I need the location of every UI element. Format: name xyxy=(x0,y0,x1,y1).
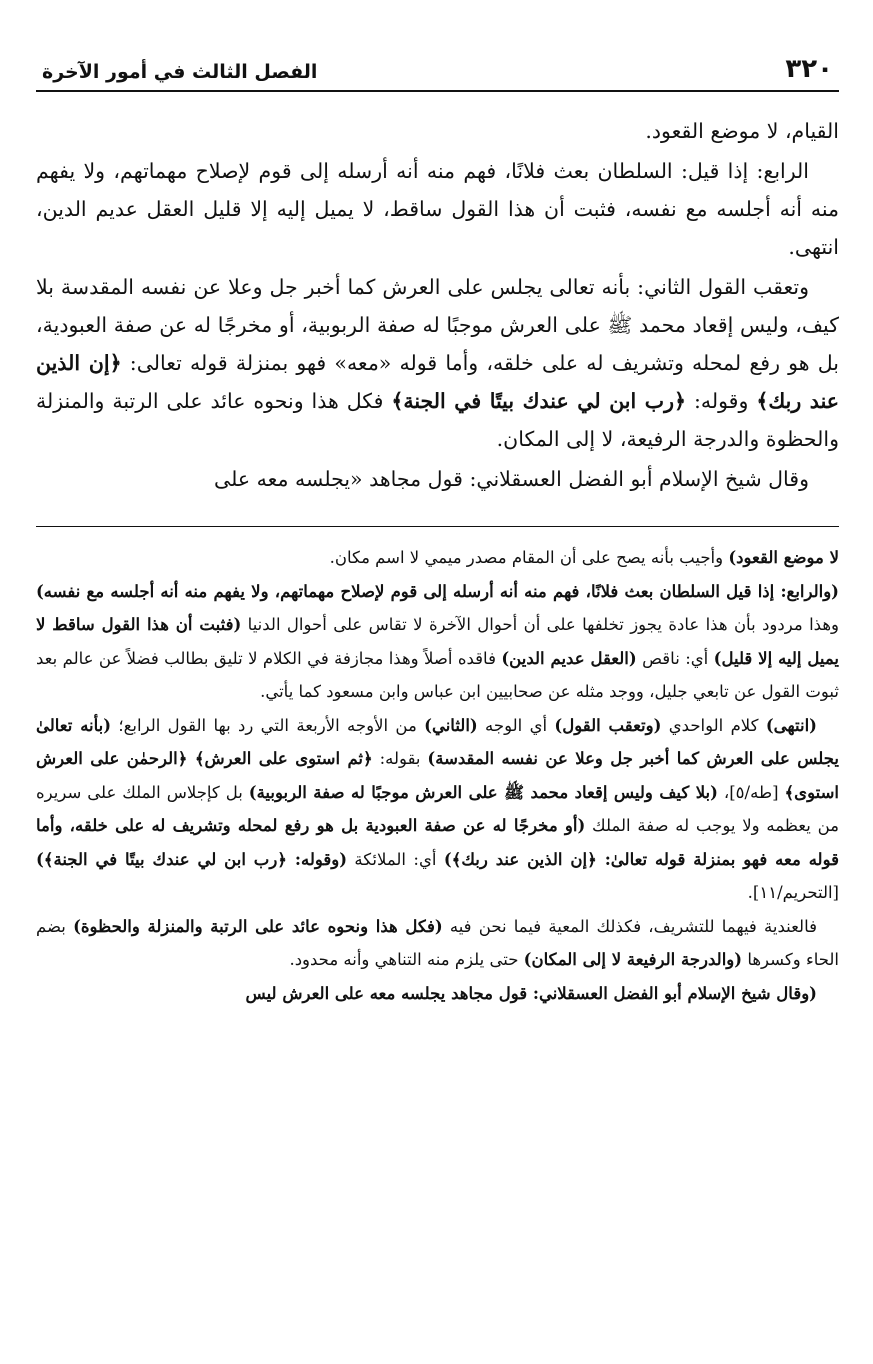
commentary-footnotes xyxy=(36,541,839,1010)
commentary-text: أي الوجه xyxy=(477,715,555,735)
commentary-lemma: (بأنه تعالىٰ يجلس على العرش كما أخبر جل وعلا عن نفسه المقدسة) xyxy=(36,715,839,768)
quran-quote: ﴿ثم استوى على العرش﴾ ﴿الرحمٰن على العرش استوى﴾ xyxy=(36,749,839,802)
commentary-lemma: (وقوله: ﴿رب ابن لي عندك بيتًا في الجنة﴾) xyxy=(36,849,348,869)
commentary-text: [التحريم/١١]. xyxy=(747,883,839,902)
commentary-text: حتى يلزم منه التناهي وأنه محدود. xyxy=(289,950,524,969)
main-paragraph-2: الرابع: إذا قيل: السلطان بعث فلانًا، فهم منه أنه أرسله إلى قوم لإصلاح مهماتهم، ولا يفهم منه أنه أجلسه مع نفسه، فثبت أن هذا القول ساقط، لا يميل إليه إلا قليل العقل عديم الدين، انتهى. xyxy=(36,159,839,259)
commentary-text: [طه/٥]، xyxy=(717,782,785,802)
main-paragraph-3-text-1: وتعقب القول الثاني: بأنه تعالى يجلس على العرش كما أخبر جل وعلا عن نفسه المقدسة بلا كيف، وليس إقعاد محمد ﷺ على العرش موجبًا له صفة الربوبية، أو مخرجًا له عن صفة العبودية، بل هو رفع لمحله وتشريف له على خلقه، وأما قوله «معه» فهو بمنزلة قوله تعالى: xyxy=(36,275,839,375)
commentary-text: فالعندية فيهما للتشريف، فكذلك المعية فيما نحن فيه xyxy=(442,916,817,936)
commentary-lemma: (بلا كيف وليس إقعاد محمد ﷺ على العرش موجبًا له صفة الربوبية) xyxy=(248,782,718,802)
running-header xyxy=(36,52,839,92)
commentary-text: بقوله: xyxy=(372,749,428,768)
quran-quote-2: ﴿رب ابن لي عندك بيتًا في الجنة﴾ xyxy=(391,389,686,413)
commentary-lemma: (فكل هذا ونحوه عائد على الرتبة والمنزلة والحظوة) xyxy=(73,916,443,936)
commentary-text: أي: الملائكة xyxy=(347,849,444,869)
main-text xyxy=(36,112,839,498)
footnote-separator xyxy=(36,526,839,527)
commentary-paragraph-2 xyxy=(36,575,839,709)
main-paragraph-3-text-3: فكل هذا ونحوه عائد على الرتبة والمنزلة والحظوة والدرجة الرفيعة، لا إلى المكان. xyxy=(36,389,839,451)
page-number: ٣٢٠ xyxy=(785,54,833,84)
commentary-text: وهذا مردود بأن هذا عادة يجوز تخلفها على أن أحوال الآخرة لا تقاس على أحوال الدنيا xyxy=(241,615,839,634)
commentary-text: من الأوجه الأربعة التي رد بها القول الرابع؛ xyxy=(111,715,425,735)
commentary-lemma: (وتعقب القول) xyxy=(554,715,662,735)
main-paragraph-3 xyxy=(36,268,839,458)
commentary-paragraph-5 xyxy=(36,977,839,1011)
commentary-paragraph-1 xyxy=(36,541,839,575)
main-paragraph-4: وقال شيخ الإسلام أبو الفضل العسقلاني: قول مجاهد «يجلسه معه على xyxy=(214,467,809,491)
commentary-text: فاقده أصلاً وهذا مجازفة في الكلام لا تليق بطالب فضلاً عن عالم بعد ثبوت القول عن تابعي جليل، ووجد مثله عن صحابيين ابن عباس وابن مسعود كما يأتي. xyxy=(36,648,839,701)
commentary-text: بضم الحاء وكسرها xyxy=(36,916,839,969)
commentary-text: كلام الواحدي xyxy=(661,715,766,735)
commentary-paragraph-3 xyxy=(36,709,839,910)
chapter-title: الفصل الثالث في أمور الآخرة xyxy=(42,61,318,83)
commentary-text: أي: ناقص xyxy=(636,648,714,668)
commentary-text: وأجيب بأنه يصح على أن المقام مصدر ميمي لا اسم مكان. xyxy=(329,548,729,567)
commentary-text: بل كإجلاس الملك على سريره من يعظمه ولا يوجب له صفة الملك xyxy=(36,782,839,835)
commentary-lemma: (فثبت أن هذا القول ساقط لا يميل إليه إلا قليل) xyxy=(36,615,840,668)
commentary-lemma: (والدرجة الرفيعة لا إلى المكان) xyxy=(523,950,743,969)
commentary-lemma: (والرابع: إذا قيل السلطان بعث فلانًا، فهم منه أنه أرسله إلى قوم لإصلاح مهماتهم، ولا يفهم منه أنه أجلسه مع نفسه) xyxy=(36,581,839,601)
commentary-lemma: لا موضع القعود) xyxy=(728,548,839,567)
main-paragraph-3-text-2: وقوله: xyxy=(686,389,757,413)
commentary-lemma: (أو مخرجًا له عن صفة العبودية بل هو رفع لمحله وتشريف له على خلقه، وأما قوله معه فهو بمنزلة قوله تعالىٰ: ﴿إن الذين عند ربك﴾) xyxy=(36,816,839,869)
quran-quote-1: ﴿إن الذين عند ربك﴾ xyxy=(36,351,839,413)
commentary-paragraph-4 xyxy=(36,910,839,977)
commentary-lemma: (الثاني) xyxy=(424,715,478,735)
commentary-lemma: (العقل عديم الدين) xyxy=(501,648,637,668)
commentary-lemma: (انتهى) xyxy=(765,715,817,735)
main-paragraph-1: القيام، لا موضع القعود. xyxy=(645,119,839,143)
commentary-lemma: (وقال شيخ الإسلام أبو الفضل العسقلاني: قول مجاهد يجلسه معه على العرش ليس xyxy=(245,983,817,1003)
